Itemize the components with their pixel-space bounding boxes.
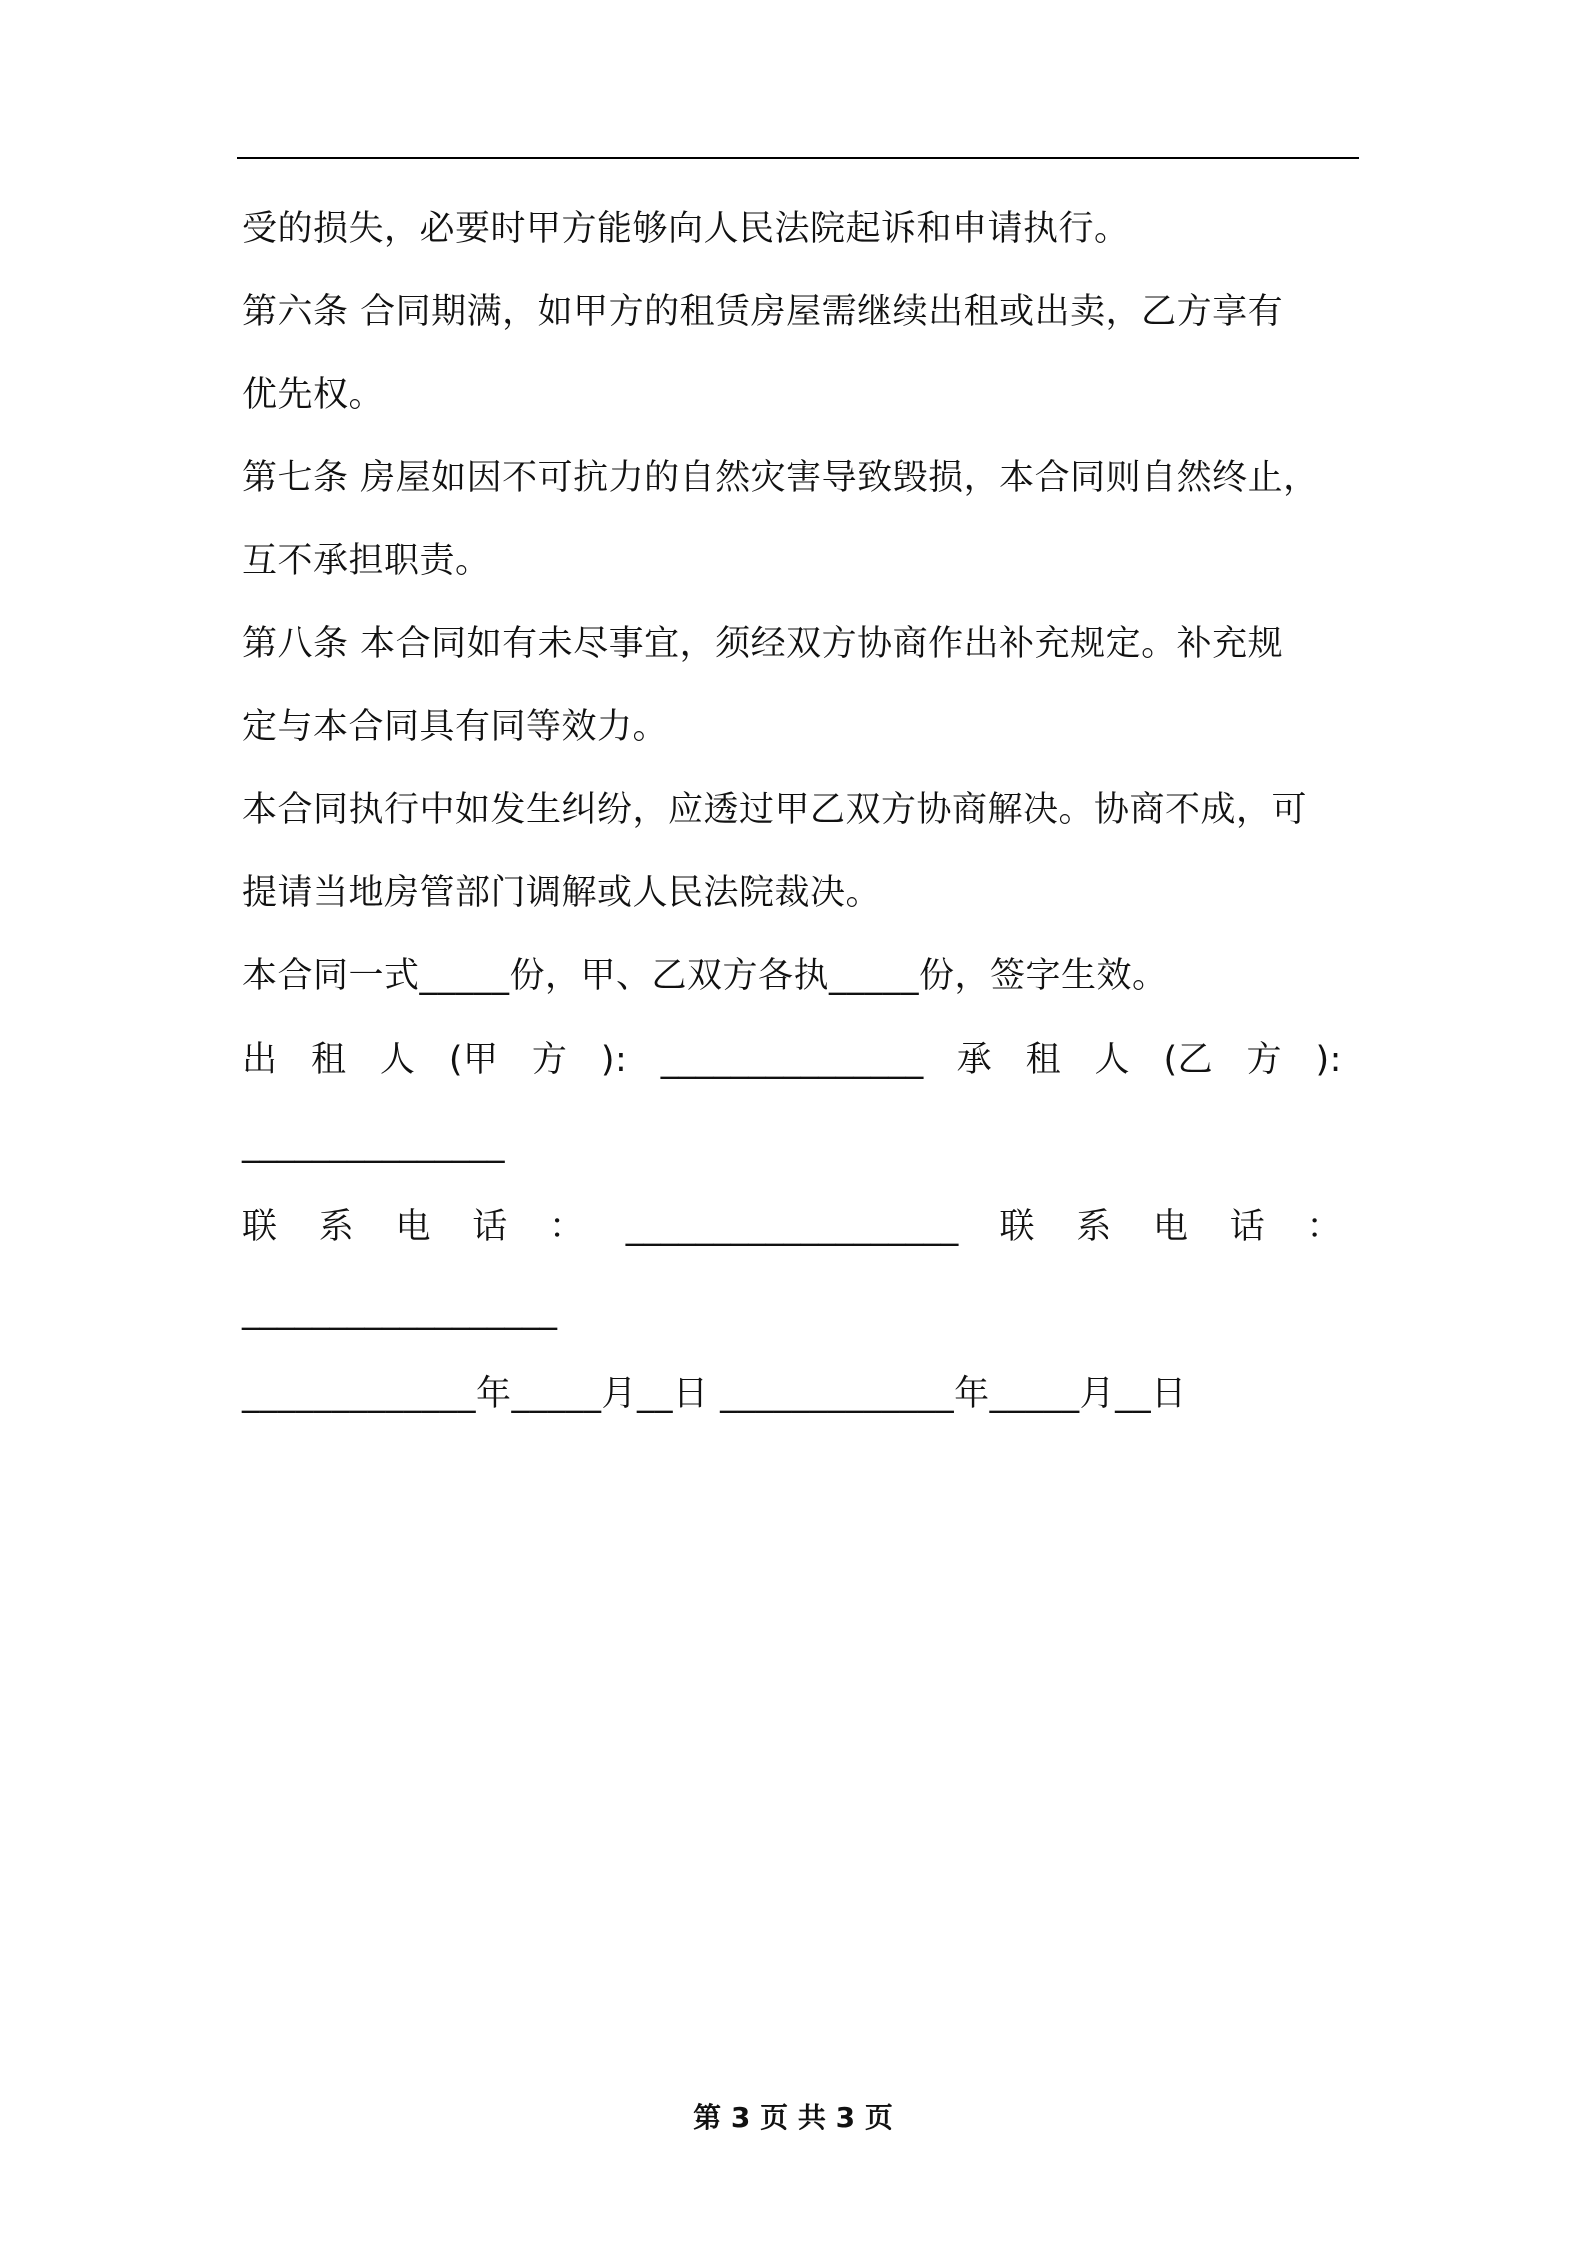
- phone-label-char: 电: [1152, 1207, 1189, 1247]
- phone-label-char: 系: [318, 1207, 355, 1247]
- article-6-line-2: 优先权。: [242, 375, 385, 415]
- article-7-line-2: 互不承担职责。: [242, 541, 491, 581]
- lessor-label-char: 方: [531, 1040, 568, 1080]
- article-8-line-2: 定与本合同具有同等效力。: [242, 707, 669, 747]
- lessee-label-char: 方: [1246, 1040, 1283, 1080]
- phone-label-char: ：: [1306, 1207, 1342, 1247]
- lessor-label-char: 租: [310, 1040, 347, 1080]
- lessee-label-char: ):: [1315, 1040, 1342, 1080]
- body-line-1: 受的损失，必要时甲方能够向人民法院起诉和申请执行。: [242, 209, 1130, 249]
- phone-label-char: 系: [1076, 1207, 1112, 1247]
- lessor-label-char: 出: [242, 1040, 278, 1080]
- lessee-phone-blank: __________________: [242, 1291, 557, 1331]
- phone-label-char: 话: [472, 1207, 508, 1247]
- lessor-label-char: (甲: [448, 1040, 499, 1080]
- lessor-label-char: 人: [379, 1040, 416, 1080]
- phone-label-char: 联: [999, 1207, 1035, 1247]
- lessor-signature-blank: _______________: [660, 1040, 924, 1080]
- header-rule: [237, 157, 1359, 159]
- date-line: _____________年_____月__日 _____________年_____月__日: [242, 1374, 1187, 1414]
- phone-label-char: 话: [1229, 1207, 1266, 1247]
- lessee-signature-blank: _______________: [242, 1124, 505, 1164]
- dispute-line-2: 提请当地房管部门调解或人民法院裁决。: [242, 873, 882, 913]
- lessee-label-char: (乙: [1163, 1040, 1214, 1080]
- lessor-phone-blank: ___________________: [625, 1207, 959, 1247]
- dispute-line-1: 本合同执行中如发生纠纷，应透过甲乙双方协商解决。协商不成，可: [242, 790, 1308, 830]
- article-7-line-1: 第七条 房屋如因不可抗力的自然灾害导致毁损，本合同则自然终止，: [242, 458, 1319, 498]
- page-number: 第 3 页 共 3 页: [693, 2101, 893, 2134]
- lessor-label-char: ):: [600, 1040, 628, 1080]
- lessee-label-char: 承: [956, 1040, 993, 1080]
- phone-label-char: ：: [549, 1207, 585, 1247]
- article-6-line-1: 第六条 合同期满，如甲方的租赁房屋需继续出租或出卖，乙方享有: [242, 292, 1284, 332]
- lessor-lessee-line: [242, 1036, 1342, 1084]
- phone-label-char: 联: [242, 1207, 278, 1247]
- phone-label-char: 电: [395, 1207, 432, 1247]
- phone-line: [242, 1203, 1342, 1251]
- lessee-label-char: 人: [1094, 1040, 1131, 1080]
- article-8-line-1: 第八条 本合同如有未尽事宜，须经双方协商作出补充规定。补充规: [242, 624, 1284, 664]
- copies-line: 本合同一式_____份，甲、乙双方各执_____份，签字生效。: [242, 956, 1168, 996]
- lessee-label-char: 租: [1025, 1040, 1062, 1080]
